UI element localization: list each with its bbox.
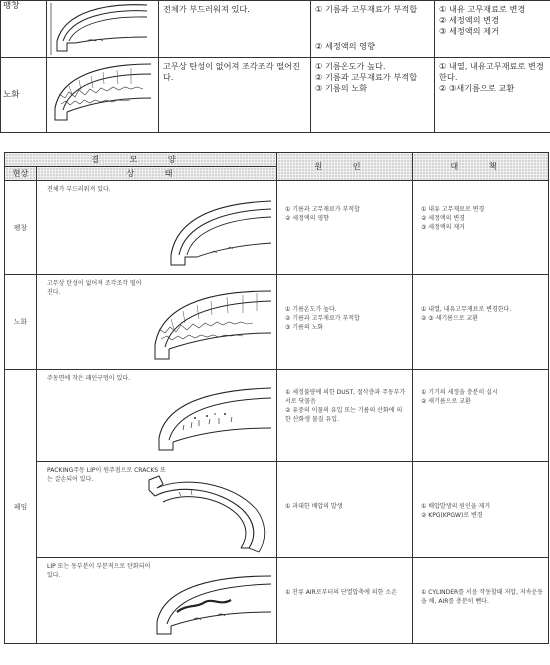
cause-item: ② 기름과 고무재료가 부적합 bbox=[315, 72, 418, 82]
situation-label: 팽창 bbox=[3, 1, 20, 11]
measure-cell bbox=[435, 1, 550, 58]
table-row bbox=[1, 58, 550, 133]
cause-item: ① 기름온도가 높다. bbox=[315, 61, 386, 71]
cause-item: ② 기름과 고무재료가 부적합 bbox=[285, 315, 360, 322]
cause-item: ③ 기름의 노화 bbox=[315, 83, 368, 93]
measure-cell bbox=[435, 58, 550, 133]
header-row bbox=[5, 153, 549, 167]
situation-cell bbox=[5, 275, 37, 370]
cause-cell bbox=[311, 1, 435, 58]
state-cell bbox=[37, 181, 277, 275]
measure-cell bbox=[413, 370, 549, 462]
state-text: LIP 또는 동부분이 부분적으로 탄화되어 있다. bbox=[47, 563, 151, 579]
condition-header-label: 결 모 양 bbox=[91, 155, 190, 164]
situation-label: 노화 bbox=[13, 318, 28, 326]
state-text: 전체가 부드러워져 있다. bbox=[163, 4, 250, 14]
seal-figure-cell bbox=[47, 58, 159, 133]
measure-item: ① 내열, 내유고무재료로 변경한다. bbox=[439, 61, 544, 82]
measure-header-label: 대 책 bbox=[450, 162, 511, 171]
state-text: 전체가 부드러워져 있다. bbox=[47, 186, 111, 193]
state-text: 주동면에 작은 패인구멍이 있다. bbox=[47, 375, 130, 382]
situation-label: 팽창 bbox=[13, 223, 28, 232]
measure-item: ① 내유 고무재료로 변경 bbox=[421, 206, 485, 213]
state-text: 고무상 탄성이 없어져 조각조각 떨어진다. bbox=[163, 61, 300, 82]
carbonized-seal-figure bbox=[147, 572, 273, 642]
measure-item: ① 기기의 세정을 충분히 실시 bbox=[421, 389, 498, 396]
state-cell bbox=[37, 275, 277, 370]
situation-cell bbox=[1, 58, 47, 133]
situation-label: 패임 bbox=[13, 502, 28, 511]
condition-header bbox=[5, 153, 277, 167]
situation-label: 노화 bbox=[3, 89, 20, 100]
measure-item: ① CYLINDER를 서음 작동할때 저압, 저속운동을 해, AIR를 충분히 뺀다. bbox=[421, 589, 544, 605]
table-row bbox=[1, 1, 550, 58]
measure-item: ① 배압발생의 원인을 제거 bbox=[421, 503, 491, 510]
cause-cell bbox=[277, 462, 413, 558]
situation-cell bbox=[1, 1, 47, 58]
table-row bbox=[5, 558, 549, 644]
measure-item: ③ 세정액의 제거 bbox=[421, 224, 465, 231]
cause-cell bbox=[277, 275, 413, 370]
seal-figure-cell bbox=[47, 1, 159, 58]
cause-item: ② 세정액의 영향 bbox=[315, 41, 375, 51]
bottom-table bbox=[4, 152, 549, 644]
state-cell bbox=[37, 462, 277, 558]
measure-item: ① 내열, 내유고무재료로 변경한다. bbox=[421, 306, 512, 313]
cracked-seal-figure bbox=[123, 466, 273, 554]
cause-item: ① 잔류 AIR로부터의 단열압축에 의한 소손 bbox=[285, 589, 397, 596]
state-cell bbox=[159, 58, 311, 133]
state-header bbox=[37, 167, 277, 181]
cause-cell bbox=[277, 181, 413, 275]
pitted-seal-figure bbox=[149, 384, 273, 458]
measure-item: ① 내유 고무재료로 변경 bbox=[439, 4, 526, 14]
cause-item: ② 세정액의 영향 bbox=[285, 215, 329, 222]
cause-cell bbox=[277, 558, 413, 644]
situation-cell bbox=[5, 370, 37, 644]
cause-item: ① 기름온도가 높다. bbox=[285, 306, 337, 313]
measure-header bbox=[413, 153, 549, 181]
state-cell bbox=[159, 1, 311, 58]
measure-cell bbox=[413, 558, 549, 644]
situation-header bbox=[5, 167, 37, 181]
swollen-seal-figure bbox=[157, 197, 273, 271]
situation-cell bbox=[5, 181, 37, 275]
state-cell bbox=[37, 370, 277, 462]
cause-header bbox=[277, 153, 413, 181]
cause-header-label: 원 인 bbox=[314, 162, 375, 171]
cause-item: ① 과대한 배압의 발생 bbox=[285, 503, 343, 510]
situation-header-label: 현상 bbox=[12, 169, 29, 178]
table-row bbox=[5, 370, 549, 462]
measure-item: ② 세정액의 변경 bbox=[439, 15, 499, 25]
swollen-seal-figure bbox=[47, 1, 159, 57]
measure-item: ③ 세정액의 제거 bbox=[439, 26, 499, 36]
cause-item: ② 유중의 이물의 유입 또는 기름의 산화에 의한 산화생 물질 유입. bbox=[285, 407, 403, 423]
cause-item: ① 기름과 고무재료가 부적합 bbox=[285, 206, 360, 213]
state-header-label: 상 태 bbox=[126, 169, 187, 178]
measure-cell bbox=[413, 462, 549, 558]
measure-item: ② 세정액의 변경 bbox=[421, 215, 465, 222]
state-text: 고무상 탄성이 없어져 조각조각 떨어진다. bbox=[47, 280, 142, 296]
measure-item: ② 새기름으로 교환 bbox=[421, 398, 471, 405]
cause-item: ① 세정불량에 의한 DUST, 절삭층과 주동부가 서로 닷물음 bbox=[285, 389, 406, 405]
measure-item: ② KPG(KPGW)로 변경 bbox=[421, 512, 483, 519]
table-row bbox=[5, 462, 549, 558]
table-row bbox=[5, 275, 549, 370]
table-row bbox=[5, 181, 549, 275]
aged-seal-figure bbox=[47, 58, 159, 132]
top-table bbox=[0, 0, 550, 133]
measure-cell bbox=[413, 181, 549, 275]
state-cell bbox=[37, 558, 277, 644]
measure-item: ② ③ 새기름으로 교환 bbox=[421, 315, 479, 322]
measure-item: ② ③새기름으로 교환 bbox=[439, 83, 515, 93]
state-text: PACKING주동 LIP이 원주점으로 CRACKS 또는 갈손되어 있다. bbox=[47, 467, 166, 483]
measure-cell bbox=[413, 275, 549, 370]
cause-cell bbox=[311, 58, 435, 133]
cause-cell bbox=[277, 370, 413, 462]
cause-item: ① 기름과 고무재료가 부적합 bbox=[315, 4, 418, 14]
aged-seal-figure bbox=[145, 285, 273, 367]
cause-item: ③ 기름의 노화 bbox=[285, 324, 324, 331]
